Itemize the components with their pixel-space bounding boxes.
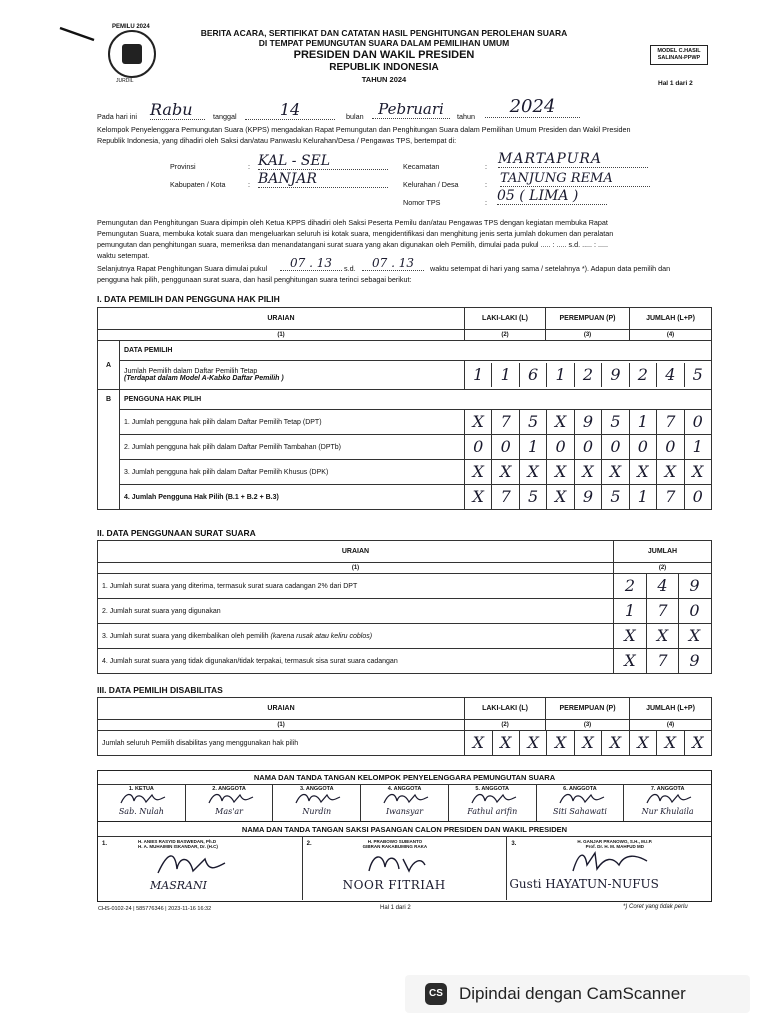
digit-cell: 5 <box>601 485 628 509</box>
col-laki-laki: LAKI-LAKI (L) <box>465 308 546 330</box>
row-a-letter: A <box>98 341 120 390</box>
s3-col-uraian: URAIAN <box>98 698 465 720</box>
footer-code: CHS-0102-24 | 585776346 | 2023-11-16 16:32 <box>98 906 212 912</box>
section2-title: II. DATA PENGGUNAAN SURAT SUARA <box>97 528 256 538</box>
kecamatan-label: Kecamatan <box>403 162 440 171</box>
digit-cell: 9 <box>678 574 710 598</box>
digit-cell: 1 <box>629 410 656 434</box>
row-a1-label <box>120 361 465 390</box>
col-perempuan: PEREMPUAN (P) <box>546 308 630 330</box>
saksi-column-2 <box>303 837 508 900</box>
saksi-2-signature-icon <box>363 849 433 879</box>
paragraph-line-6: pengguna hak pilih, penggunaan surat suara, dan hasil penghitungan suara terinci sebagai berikut: <box>97 275 412 284</box>
saksi-1-pair-1: H. ANIES RASYID BASWEDAN, Ph.D <box>138 839 217 844</box>
saksi-1-signature-icon <box>153 849 233 879</box>
provinsi-label: Provinsi <box>170 162 196 171</box>
row-b1-values <box>465 410 712 435</box>
saksi-column-3 <box>507 837 711 900</box>
s2-row2-values <box>614 599 712 624</box>
digit-cell: X <box>472 462 484 481</box>
digit-cell: 0 <box>684 485 711 509</box>
tps-value: 05 ( LIMA ) <box>497 188 607 205</box>
s2-row1-values <box>614 574 712 599</box>
title-line-4: REPUBLIK INDONESIA <box>329 62 439 73</box>
row-b-title: PENGGUNA HAK PILIH <box>120 390 712 410</box>
tanggal-label: tanggal <box>213 112 237 121</box>
digit-cell: X <box>519 731 546 755</box>
digit-cell: 5 <box>519 410 546 434</box>
kpps-role: 4. ANGGOTA <box>387 786 422 792</box>
digit-cell: X <box>601 460 628 484</box>
digit-cell: X <box>472 733 484 752</box>
s2-row3-values <box>614 624 712 649</box>
saksi-3-signature-icon <box>567 847 667 877</box>
col-jumlah: JUMLAH (L+P) <box>630 308 712 330</box>
saksi-1-pair-2: H. A. MUHAIMIN ISKANDAR, Dr. (H.C) <box>138 844 218 849</box>
digit-cell: 2 <box>629 363 656 387</box>
saksi-3-num: 3. <box>511 841 517 847</box>
section1-table <box>97 307 712 510</box>
kpps-role: 2. ANGGOTA <box>212 786 246 792</box>
digit-cell: X <box>656 731 683 755</box>
camscanner-icon: CS <box>425 983 447 1005</box>
saksi-2-pair-1: H. PRABOWO SUBIANTO <box>367 839 423 844</box>
digit-cell: X <box>546 410 573 434</box>
saksi-3-pair-1: H. GANJAR PRANOWO, S.H., M.I.P. <box>577 839 653 844</box>
row-b2-values <box>465 435 712 460</box>
digit-cell: X <box>492 731 519 755</box>
digit-cell: X <box>472 412 484 431</box>
digit-cell: 9 <box>678 649 710 673</box>
row-a-title: DATA PEMILIH <box>120 341 712 361</box>
digit-cell: 7 <box>646 599 678 623</box>
kpps-member-6 <box>537 785 625 821</box>
digit-cell: 0 <box>574 435 601 459</box>
saksi-2-pair-2: GIBRAN RAKABUMING RAKA <box>362 844 428 849</box>
digit-cell: 2 <box>624 576 636 595</box>
digit-cell: 4 <box>646 574 678 598</box>
digit-cell: 5 <box>519 485 546 509</box>
digit-cell: X <box>601 731 628 755</box>
digit-cell: X <box>624 626 636 645</box>
digit-cell: 7 <box>491 410 518 434</box>
digit-cell: 9 <box>574 485 601 509</box>
s2-row4-values <box>614 649 712 674</box>
kpps-signature-icon <box>469 790 519 806</box>
kpps-title: NAMA DAN TANDA TANGAN KELOMPOK PENYELENGGARA PEMUNGUTAN SUARA <box>98 771 711 785</box>
digit-cell: X <box>684 731 711 755</box>
saksi-3-pair-2: Prof. Dr. H. M. MAHFUD MD <box>585 844 645 849</box>
camscanner-watermark <box>405 975 750 1013</box>
digit-cell: 5 <box>601 410 628 434</box>
s3-col-perempuan: PEREMPUAN (P) <box>546 698 630 720</box>
saksi-columns <box>98 837 711 900</box>
s2-row3-text: 3. Jumlah surat suara yang dikembalikan oleh pemilih <box>102 632 269 640</box>
saksi-1-num: 1. <box>102 841 108 847</box>
digit-cell: 0 <box>601 435 628 459</box>
opening-text-1: Kelompok Penyelenggara Pemungutan Suara (KPPS) mengadakan Rapat Pemungutan dan Penghitungan Suara dalam Pemilihan Umum Presiden dan Wakil Presiden <box>97 125 631 134</box>
digit-cell: 0 <box>656 435 683 459</box>
row-a1-line2: (Terdapat dalam Model A-Kabko Daftar Pemilih ) <box>124 375 284 382</box>
title-line-2: DI TEMPAT PEMUNGUTAN SUARA DALAM PEMILIHAN UMUM <box>258 38 510 48</box>
kabupaten-value: BANJAR <box>258 171 388 188</box>
page-indicator: Hal 1 dari 2 <box>658 80 693 87</box>
pada-hari-label: Pada hari ini <box>97 112 137 121</box>
kpps-signature-box <box>97 770 712 822</box>
saksi-title: NAMA DAN TANDA TANGAN SAKSI PASANGAN CALON PRESIDEN DAN WAKIL PRESIDEN <box>98 822 711 837</box>
s3-col-num-1: (1) <box>98 720 465 731</box>
start-time: 07 . 13 <box>280 256 342 271</box>
kpps-name: Sab. Nulah <box>118 807 164 816</box>
saksi-2-num: 2. <box>306 841 312 847</box>
digit-cell: 0 <box>684 410 711 434</box>
kpps-member-7 <box>624 785 711 821</box>
row-b4-label: 4. Jumlah Pengguna Hak Pilih (B.1 + B.2 + B.3) <box>120 485 465 510</box>
kpps-role: 3. ANGGOTA <box>299 786 334 792</box>
digit-cell: X <box>684 460 711 484</box>
tahun-value: 2024 <box>485 96 580 118</box>
row-a1-values <box>465 361 712 390</box>
paragraph-line-5b: waktu setempat di hari yang sama / setelahnya *). Adapun data pemilih dan <box>430 264 671 273</box>
digit-cell: 1 <box>684 435 711 459</box>
saksi-1-pair <box>138 839 218 849</box>
saksi-3-name: Gusti HAYATUN-NUFUS <box>509 877 659 891</box>
kpps-member-1 <box>98 785 186 821</box>
tahun-label: tahun <box>457 112 475 121</box>
kabupaten-label: Kabupaten / Kota <box>170 180 226 189</box>
digit-cell: 0 <box>629 435 656 459</box>
col-num-3: (3) <box>546 330 630 341</box>
saksi-2-pair <box>363 839 428 849</box>
digit-cell: X <box>629 460 656 484</box>
col-uraian: URAIAN <box>98 308 465 330</box>
col-num-4: (4) <box>630 330 712 341</box>
kpps-role: 7. ANGGOTA <box>650 786 685 792</box>
row-b4-values <box>465 485 712 510</box>
kpps-name: Fathul arifin <box>467 807 518 816</box>
title-line-3: PRESIDEN DAN WAKIL PRESIDEN <box>293 49 475 61</box>
digit-cell: 7 <box>646 649 678 673</box>
saksi-2-name: NOOR FITRIAH <box>342 878 446 892</box>
digit-cell: 1 <box>546 363 573 387</box>
digit-cell: X <box>646 624 678 648</box>
kpps-role: 5. ANGGOTA <box>475 786 510 792</box>
row-b2-label: 2. Jumlah pengguna hak pilih dalam Daftar Pemilih Tambahan (DPTb) <box>120 435 465 460</box>
digit-cell: X <box>574 731 601 755</box>
digit-cell: 6 <box>519 363 546 387</box>
title-line-1: BERITA ACARA, SERTIFIKAT DAN CATATAN HASIL PENGHITUNGAN PEROLEHAN SUARA <box>200 28 568 38</box>
digit-cell: X <box>656 460 683 484</box>
digit-cell: 0 <box>678 599 710 623</box>
row-a1-line1: Jumlah Pemilih dalam Daftar Pemilih Tetap <box>124 368 258 375</box>
kpps-role: 6. ANGGOTA <box>563 786 597 792</box>
kpps-signature-icon <box>381 790 431 806</box>
section1-title: I. DATA PEMILIH DAN PENGGUNA HAK PILIH <box>97 294 280 304</box>
s3-col-num-4: (4) <box>630 720 712 731</box>
s3-col-laki-laki: LAKI-LAKI (L) <box>465 698 546 720</box>
s2-col-num-1: (1) <box>98 563 614 574</box>
opening-text-2: Republik Indonesia, yang dihadiri oleh Saksi dan/atau Panwaslu Kelurahan/Desa / Pengawas TPS, bertempat di: <box>97 136 457 145</box>
digit-cell: 9 <box>574 410 601 434</box>
hari-value: Rabu <box>150 100 205 120</box>
s2-row1-label: 1. Jumlah surat suara yang diterima, termasuk surat suara cadangan 2% dari DPT <box>98 574 614 599</box>
digit-cell: 0 <box>491 435 518 459</box>
model-box: MODEL C.HASIL SALINAN-PPWP <box>650 45 708 65</box>
digit-cell: 0 <box>546 435 573 459</box>
s2-col-uraian: URAIAN <box>98 541 614 563</box>
bulan-value: Pebruari <box>372 100 450 119</box>
kpps-role: 1. KETUA <box>128 786 154 792</box>
saksi-1-name: MASRANI <box>150 879 207 892</box>
digit-cell: X <box>624 651 636 670</box>
s2-row2-label: 2. Jumlah surat suara yang digunakan <box>98 599 614 624</box>
row-b3-label: 3. Jumlah pengguna hak pilih dalam Daftar Pemilih Khusus (DPK) <box>120 460 465 485</box>
camscanner-text: Dipindai dengan CamScanner <box>459 984 686 1003</box>
section3-table <box>97 697 712 756</box>
kpps-member-5 <box>449 785 537 821</box>
emblem-sub: JURDIL <box>116 78 134 84</box>
tanggal-value: 14 <box>245 100 335 120</box>
emblem-label: PEMILU 2024 <box>112 24 150 30</box>
s2-row3-italic: (karena rusak atau keliru coblos) <box>270 632 373 640</box>
kpps-name: Iwansyar <box>385 807 424 816</box>
digit-cell: 7 <box>656 485 683 509</box>
s2-col-jumlah: JUMLAH <box>614 541 712 563</box>
document-page: PEMILU 2024 JURDIL BERITA ACARA, SERTIFIKAT DAN CATATAN HASIL PENGHITUNGAN PEROLEHAN SUARA DI TEMPAT PEMUNGUTAN SUARA DALAM PEMILIHAN UMUM PRESIDEN DAN WAKIL PRESIDEN REPUBLIK INDONESIA TAHUN 2024 MODEL C.HASIL SALINAN-PPWP Hal 1 dari 2 Pada hari ini Rabu tanggal 14 bulan Pebruari tahun 2024 Kelompok Penyelenggara Pemungutan Suara (KPPS) mengadakan Rapat Pemungutan dan Penghitungan Suara dalam Pemilihan Umum Presiden dan Wakil Presiden Republik Indonesia, yang dihadiri oleh Saksi dan/atau Panwaslu Kelurahan/Desa / Pengawas TPS, bertempat di: Provinsi : KAL - SEL Kabupaten / Kota : BANJAR Kecamatan : MARTAPURA Kelurahan / Desa : TANJUNG REMA Nomor TPS : 05 ( LIMA ) Pemungutan dan Penghitungan Suara dipimpin oleh Ketua KPPS dihadiri oleh Saksi Peserta Pemilu dan/atau Pengawas TPS dengan kegiatan membuka Rapat Pemungutan Suara, membuka kotak suara dan mengeluarkan seluruh isi kotak suara, mengidentifikasi dan menghitung jenis serta jumlah dokumen dan peralatan pemungutan dan penghitungan suara, memeriksa dan menandatangani surat suara yang akan digunakan oleh Pemilih, dimulai pada pukul ..... : ..... s.d. ..... : ..... waktu setempat. Selanjutnya Rapat Penghitungan Suara dimulai pukul 07 . 13 s.d. 07 . 13 waktu setempat di hari yang sama / setelahnya *). Adapun data pemilih dan pengguna hak pilih, penggunaan surat suara, dan hasil penghitungan suara terinci sebagai berikut: I. DATA PEMILIH DAN PENGGUNA HAK PILIH URAIAN LAKI-LAKI (L) PEREMPUAN (P) JUMLAH (L+P) (1) (2) (3) (4) A DATA PEMILIH Jumlah Pemilih dalam Daftar Pemilih Tetap (Terdapat dalam Model A-Kabko Daftar Pemilih ) 1 1 6 1 2 9 2 4 5 B PENGGUNA HAK PILIH 1. Jumlah pengguna hak pilih dalam Daftar Pemilih Tetap (DPT) X 7 5 X 9 5 1 7 0 2. Jumlah pengguna hak pilih dalam Daftar Pemilih Tambahan (DPTb) 0 0 1 0 0 0 0 0 1 3. Jumlah pengguna hak pilih dalam Daftar Pemilih Khusus (DPK) X X X X X X X X X 4. Jumlah Pengguna Hak Pilih (B.1 + B.2 + B.3) X 7 5 X 9 5 1 7 0 II. DATA PENGGUNAAN SURAT SUARA URAIAN JUMLAH (1) (2) 1. Jumlah surat suara yang diterima, termasuk surat suara cadangan 2% dari DPT 2 4 9 2. Jumlah surat suara yang digunakan 1 7 0 3. Jumlah surat suara yang dikembalikan oleh pemilih (karena rusak atau keliru coblos) X X X 4. Jumlah surat suara yang tidak digunakan/tidak terpakai, termasuk sisa surat suara cadangan X 7 9 III. DATA PEMILIH DISABILITAS URAIAN LAKI-LAKI (L) PEREMPUAN (P) JUMLAH (L+P) (1) (2) (3) (4) Jumlah seluruh Pemilih disabilitas yang menggunakan hak pilih X X X X X X X X X NAMA DAN TANDA TANGAN KELOMPOK PENYELENGGARA PEMUNGUTAN SUARA 1. KETUA Sab. Nulah 2. ANGGOTA Mas'ar 3. ANGGOTA Nurdin 4. ANGGOTA Iwansyar 5. ANGGOTA Fathul arifin 6. ANGGOTA Siti Sahawati 7. ANGGOTA Nur Khulaila NAMA DAN TANDA TANGAN SAKSI PASANGAN CALON PRESIDEN DAN WAKIL PRESIDEN 1. H. ANIES RASYID BASWEDAN, Ph.D H. A. MUHAIMIN ISKANDAR, Dr. (H.C) MASRANI 2. H. PRABOWO SUBIANTO GIBRAN RAKABUMING RAKA NOOR FITRIAH 3. H. GANJAR PRANOWO, S.H., M.I.P. Prof. Dr. H. M. MAHFUD MD Gusti HAYATUN-NUFUS CHS-0102-24 | 585776346 | 2023-11-16 16:32 Hal 1 dari 2 *) Coret yang tidak perlu CS Dipindai dengan CamScanner <box>0 0 768 1024</box>
section2-table <box>97 540 712 674</box>
title-line-5: TAHUN 2024 <box>361 75 407 84</box>
tps-label: Nomor TPS <box>403 198 441 207</box>
sd-label: s.d. <box>344 264 356 273</box>
s3-row1-label: Jumlah seluruh Pemilih disabilitas yang menggunakan hak pilih <box>98 731 465 756</box>
paragraph-line-3: pemungutan dan penghitungan suara, memeriksa dan menandatangani surat suara yang akan digunakan oleh Pemilih, dimulai pada pukul ..... : ..... s.d. ..... : ..... <box>97 240 609 249</box>
footer-page: Hal 1 dari 2 <box>380 905 411 911</box>
saksi-signature-box <box>97 822 712 902</box>
kpps-name: Siti Sahawati <box>552 807 607 816</box>
digit-cell: 7 <box>656 410 683 434</box>
paragraph-line-4: waktu setempat. <box>97 251 150 260</box>
s3-row1-values <box>465 731 712 756</box>
row-b3-values <box>465 460 712 485</box>
digit-cell: 0 <box>473 437 484 456</box>
saksi-column-1 <box>98 837 303 900</box>
digit-cell: X <box>546 460 573 484</box>
kpps-signature-icon <box>644 790 694 806</box>
kpps-member-3 <box>273 785 361 821</box>
digit-cell: 9 <box>601 363 628 387</box>
kpps-signature-icon <box>293 790 343 806</box>
kpps-name: Nur Khulaila <box>641 807 694 816</box>
section3-title: III. DATA PEMILIH DISABILITAS <box>97 685 223 695</box>
paragraph-line-1: Pemungutan dan Penghitungan Suara dipimpin oleh Ketua KPPS dihadiri oleh Saksi Peserta Pemilu dan/atau Pengawas TPS dengan kegiatan membuka Rapat <box>97 218 608 227</box>
kpps-name: Mas'ar <box>215 807 243 816</box>
end-time: 07 . 13 <box>362 256 424 271</box>
bulan-label: bulan <box>346 112 364 121</box>
kelurahan-value: TANJUNG REMA <box>500 171 650 187</box>
s3-col-num-2: (2) <box>465 720 546 731</box>
kpps-signature-icon <box>206 790 256 806</box>
kpps-signature-icon <box>118 790 168 806</box>
digit-cell: 1 <box>491 363 518 387</box>
kelurahan-label: Kelurahan / Desa <box>403 180 459 189</box>
digit-cell: X <box>519 460 546 484</box>
digit-cell: 4 <box>656 363 683 387</box>
row-b1-label: 1. Jumlah pengguna hak pilih dalam Daftar Pemilih Tetap (DPT) <box>120 410 465 435</box>
col-num-2: (2) <box>465 330 546 341</box>
s3-col-jumlah: JUMLAH (L+P) <box>630 698 712 720</box>
digit-cell: X <box>546 731 573 755</box>
paragraph-line-2: Pemungutan Suara, membuka kotak suara dan mengeluarkan seluruh isi kotak suara, mengidentifikasi dan menghitung jenis serta jumlah dokumen dan peralatan <box>97 229 614 238</box>
row-b-letter: B <box>98 390 120 510</box>
s2-row3-label <box>98 624 614 649</box>
digit-cell: 2 <box>574 363 601 387</box>
kpps-name: Nurdin <box>302 807 332 816</box>
digit-cell: X <box>472 487 484 506</box>
digit-cell: 1 <box>624 601 636 620</box>
s3-col-num-3: (3) <box>546 720 630 731</box>
s2-col-num-2: (2) <box>614 563 712 574</box>
digit-cell: X <box>546 485 573 509</box>
s2-row4-label: 4. Jumlah surat suara yang tidak digunakan/tidak terpakai, termasuk sisa surat suara cadangan <box>98 649 614 674</box>
digit-cell: X <box>629 731 656 755</box>
kecamatan-value: MARTAPURA <box>498 151 648 168</box>
kpps-signature-icon <box>557 790 607 806</box>
digit-cell: X <box>574 460 601 484</box>
paragraph-line-5a: Selanjutnya Rapat Penghitungan Suara dimulai pukul <box>97 264 268 273</box>
kpps-member-4 <box>361 785 449 821</box>
digit-cell: 7 <box>491 485 518 509</box>
digit-cell: 1 <box>519 435 546 459</box>
col-num-1: (1) <box>98 330 465 341</box>
digit-cell: 5 <box>684 363 711 387</box>
digit-cell: X <box>678 624 710 648</box>
kpps-member-2 <box>186 785 274 821</box>
footer-note: *) Coret yang tidak perlu <box>623 904 688 910</box>
digit-cell: 1 <box>473 365 484 384</box>
digit-cell: 1 <box>629 485 656 509</box>
digit-cell: X <box>491 460 518 484</box>
provinsi-value: KAL - SEL <box>258 153 388 170</box>
kpps-columns <box>98 785 711 821</box>
